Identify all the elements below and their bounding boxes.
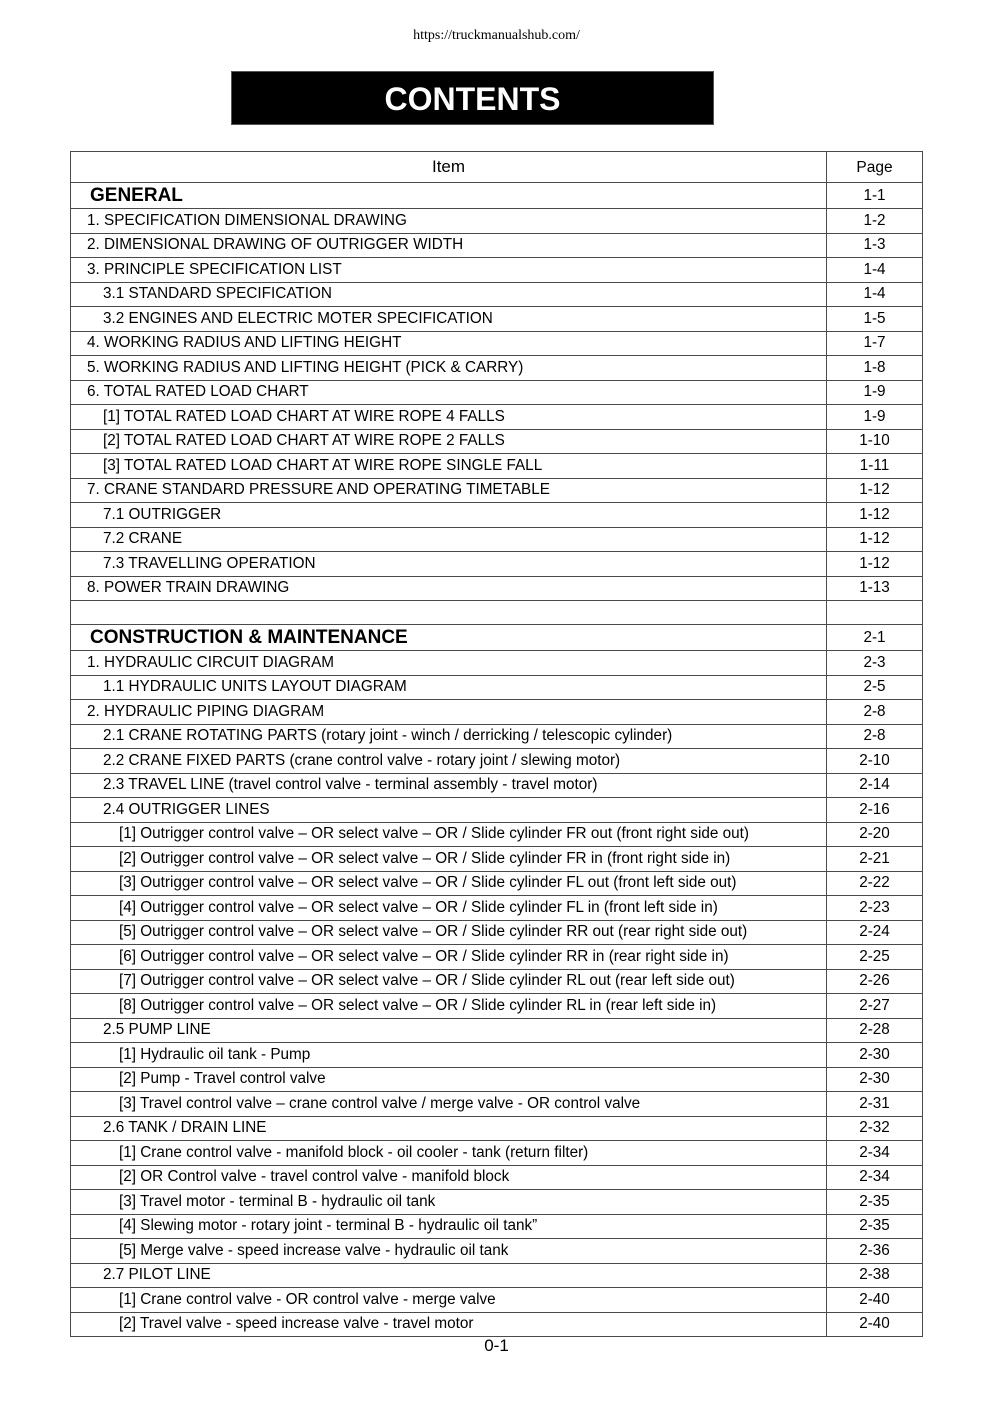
entry-title: 2.7 PILOT LINE	[71, 1263, 827, 1288]
contents-table-body	[71, 183, 923, 1337]
section-title: GENERAL	[71, 183, 827, 209]
entry-title: 7.2 CRANE	[71, 527, 827, 552]
entry-page: 2-16	[827, 798, 923, 823]
table-row	[71, 920, 923, 945]
entry-title: 1. SPECIFICATION DIMENSIONAL DRAWING	[71, 209, 827, 234]
entry-title: [1] Hydraulic oil tank - Pump	[71, 1043, 827, 1068]
entry-page: 2-24	[827, 920, 923, 945]
entry-page: 2-28	[827, 1018, 923, 1043]
entry-page: 1-11	[827, 454, 923, 479]
table-row	[71, 896, 923, 921]
entry-title: [3] TOTAL RATED LOAD CHART AT WIRE ROPE SINGLE FALL	[71, 454, 827, 479]
entry-page: 1-12	[827, 478, 923, 503]
entry-page: 1-9	[827, 405, 923, 430]
entry-title: 2.5 PUMP LINE	[71, 1018, 827, 1043]
entry-page: 1-3	[827, 233, 923, 258]
table-row	[71, 969, 923, 994]
entry-page: 2-26	[827, 969, 923, 994]
entry-page: 2-30	[827, 1067, 923, 1092]
entry-title: [6] Outrigger control valve – OR select valve – OR / Slide cylinder RR in (rear right side in)	[71, 945, 827, 970]
table-row	[71, 1239, 923, 1264]
entry-page: 1-1	[827, 183, 923, 209]
table-row	[71, 552, 923, 577]
entry-page: 2-14	[827, 773, 923, 798]
entry-title: [4] Outrigger control valve – OR select valve – OR / Slide cylinder FL in (front left side in)	[71, 896, 827, 921]
section-heading-row	[71, 183, 923, 209]
table-row	[71, 945, 923, 970]
table-row	[71, 724, 923, 749]
table-row	[71, 798, 923, 823]
entry-page: 2-31	[827, 1092, 923, 1117]
table-row	[71, 700, 923, 725]
contents-title: CONTENTS	[231, 71, 714, 125]
entry-title: 1.1 HYDRAULIC UNITS LAYOUT DIAGRAM	[71, 675, 827, 700]
table-row	[71, 1288, 923, 1313]
table-row	[71, 1067, 923, 1092]
table-row	[71, 1141, 923, 1166]
table-row	[71, 1043, 923, 1068]
contents-table	[70, 151, 923, 1337]
entry-page: 2-27	[827, 994, 923, 1019]
entry-title: 2. DIMENSIONAL DRAWING OF OUTRIGGER WIDTH	[71, 233, 827, 258]
page-number: 0-1	[484, 1336, 509, 1355]
entry-page: 2-22	[827, 871, 923, 896]
entry-title: 4. WORKING RADIUS AND LIFTING HEIGHT	[71, 331, 827, 356]
entry-title: 3.1 STANDARD SPECIFICATION	[71, 282, 827, 307]
table-row	[71, 331, 923, 356]
entry-page: 2-34	[827, 1141, 923, 1166]
table-row	[71, 822, 923, 847]
table-row	[71, 675, 923, 700]
entry-title: 3. PRINCIPLE SPECIFICATION LIST	[71, 258, 827, 283]
table-header-row	[71, 152, 923, 183]
entry-page: 1-12	[827, 503, 923, 528]
entry-page	[827, 601, 923, 625]
table-row	[71, 773, 923, 798]
table-row	[71, 478, 923, 503]
entry-title: 2.6 TANK / DRAIN LINE	[71, 1116, 827, 1141]
entry-page: 1-4	[827, 258, 923, 283]
entry-page: 2-35	[827, 1190, 923, 1215]
entry-title: [1] Crane control valve - OR control valve - merge valve	[71, 1288, 827, 1313]
table-row	[71, 380, 923, 405]
source-url: https://truckmanualshub.com/	[413, 28, 580, 43]
table-row	[71, 847, 923, 872]
entry-page: 1-7	[827, 331, 923, 356]
entry-page: 1-5	[827, 307, 923, 332]
entry-title: 8. POWER TRAIN DRAWING	[71, 576, 827, 601]
table-row	[71, 1165, 923, 1190]
table-row	[71, 405, 923, 430]
entry-title: [3] Travel motor - terminal B - hydraulic oil tank	[71, 1190, 827, 1215]
entry-page: 2-30	[827, 1043, 923, 1068]
entry-page: 1-8	[827, 356, 923, 381]
entry-title	[71, 601, 827, 625]
entry-title: [2] OR Control valve - travel control valve - manifold block	[71, 1165, 827, 1190]
section-title: CONSTRUCTION & MAINTENANCE	[71, 625, 827, 651]
table-row	[71, 576, 923, 601]
entry-page: 1-12	[827, 552, 923, 577]
column-header-item: Item	[71, 152, 827, 183]
entry-title: [5] Outrigger control valve – OR select valve – OR / Slide cylinder RR out (rear right side out)	[71, 920, 827, 945]
entry-page: 2-20	[827, 822, 923, 847]
entry-page: 2-40	[827, 1312, 923, 1337]
table-row	[71, 356, 923, 381]
entry-page: 1-2	[827, 209, 923, 234]
entry-title: 7.1 OUTRIGGER	[71, 503, 827, 528]
entry-page: 2-8	[827, 700, 923, 725]
entry-page: 1-13	[827, 576, 923, 601]
entry-page: 1-4	[827, 282, 923, 307]
table-row	[71, 994, 923, 1019]
table-row	[71, 749, 923, 774]
table-row	[71, 651, 923, 676]
entry-page: 2-40	[827, 1288, 923, 1313]
entry-page: 2-23	[827, 896, 923, 921]
entry-title: 3.2 ENGINES AND ELECTRIC MOTER SPECIFICATION	[71, 307, 827, 332]
entry-title: [7] Outrigger control valve – OR select valve – OR / Slide cylinder RL out (rear left side out)	[71, 969, 827, 994]
entry-page: 1-12	[827, 527, 923, 552]
entry-title: [2] Travel valve - speed increase valve - travel motor	[71, 1312, 827, 1337]
table-row	[71, 1214, 923, 1239]
entry-title: [1] Crane control valve - manifold block - oil cooler - tank (return filter)	[71, 1141, 827, 1166]
entry-title: 7.3 TRAVELLING OPERATION	[71, 552, 827, 577]
section-heading-row	[71, 625, 923, 651]
entry-page: 2-3	[827, 651, 923, 676]
table-row	[71, 1312, 923, 1337]
entry-title: [3] Outrigger control valve – OR select valve – OR / Slide cylinder FL out (front left side out)	[71, 871, 827, 896]
entry-page: 2-38	[827, 1263, 923, 1288]
table-row	[71, 503, 923, 528]
table-row	[71, 601, 923, 625]
entry-page: 2-35	[827, 1214, 923, 1239]
entry-page: 1-10	[827, 429, 923, 454]
entry-title: 5. WORKING RADIUS AND LIFTING HEIGHT (PICK & CARRY)	[71, 356, 827, 381]
table-row	[71, 209, 923, 234]
entry-page: 2-25	[827, 945, 923, 970]
table-row	[71, 1018, 923, 1043]
table-row	[71, 1116, 923, 1141]
entry-page: 2-21	[827, 847, 923, 872]
entry-title: [1] TOTAL RATED LOAD CHART AT WIRE ROPE 4 FALLS	[71, 405, 827, 430]
table-row	[71, 282, 923, 307]
entry-title: [2] TOTAL RATED LOAD CHART AT WIRE ROPE 2 FALLS	[71, 429, 827, 454]
entry-title: [5] Merge valve - speed increase valve - hydraulic oil tank	[71, 1239, 827, 1264]
entry-page: 2-34	[827, 1165, 923, 1190]
table-row	[71, 307, 923, 332]
entry-title: 2.1 CRANE ROTATING PARTS (rotary joint - winch / derricking / telescopic cylinder)	[71, 724, 827, 749]
table-row	[71, 1092, 923, 1117]
entry-title: 2.4 OUTRIGGER LINES	[71, 798, 827, 823]
entry-title: 6. TOTAL RATED LOAD CHART	[71, 380, 827, 405]
entry-page: 2-10	[827, 749, 923, 774]
table-row	[71, 258, 923, 283]
entry-title: 2.2 CRANE FIXED PARTS (crane control valve - rotary joint / slewing motor)	[71, 749, 827, 774]
table-row	[71, 871, 923, 896]
entry-title: [8] Outrigger control valve – OR select valve – OR / Slide cylinder RL in (rear left side in)	[71, 994, 827, 1019]
entry-title: 2. HYDRAULIC PIPING DIAGRAM	[71, 700, 827, 725]
table-row	[71, 454, 923, 479]
table-row	[71, 527, 923, 552]
table-row	[71, 1190, 923, 1215]
entry-page: 2-8	[827, 724, 923, 749]
entry-title: [2] Pump - Travel control valve	[71, 1067, 827, 1092]
entry-page: 1-9	[827, 380, 923, 405]
table-row	[71, 233, 923, 258]
entry-title: 1. HYDRAULIC CIRCUIT DIAGRAM	[71, 651, 827, 676]
column-header-page: Page	[827, 152, 923, 183]
entry-title: [4] Slewing motor - rotary joint - terminal B - hydraulic oil tank”	[71, 1214, 827, 1239]
entry-page: 2-5	[827, 675, 923, 700]
table-row	[71, 1263, 923, 1288]
entry-title: 7. CRANE STANDARD PRESSURE AND OPERATING TIMETABLE	[71, 478, 827, 503]
entry-title: [2] Outrigger control valve – OR select valve – OR / Slide cylinder FR in (front right side in)	[71, 847, 827, 872]
entry-title: 2.3 TRAVEL LINE (travel control valve - terminal assembly - travel motor)	[71, 773, 827, 798]
table-row	[71, 429, 923, 454]
entry-title: [3] Travel control valve – crane control valve / merge valve - OR control valve	[71, 1092, 827, 1117]
entry-title: [1] Outrigger control valve – OR select valve – OR / Slide cylinder FR out (front right side out)	[71, 822, 827, 847]
entry-page: 2-36	[827, 1239, 923, 1264]
entry-page: 2-1	[827, 625, 923, 651]
entry-page: 2-32	[827, 1116, 923, 1141]
